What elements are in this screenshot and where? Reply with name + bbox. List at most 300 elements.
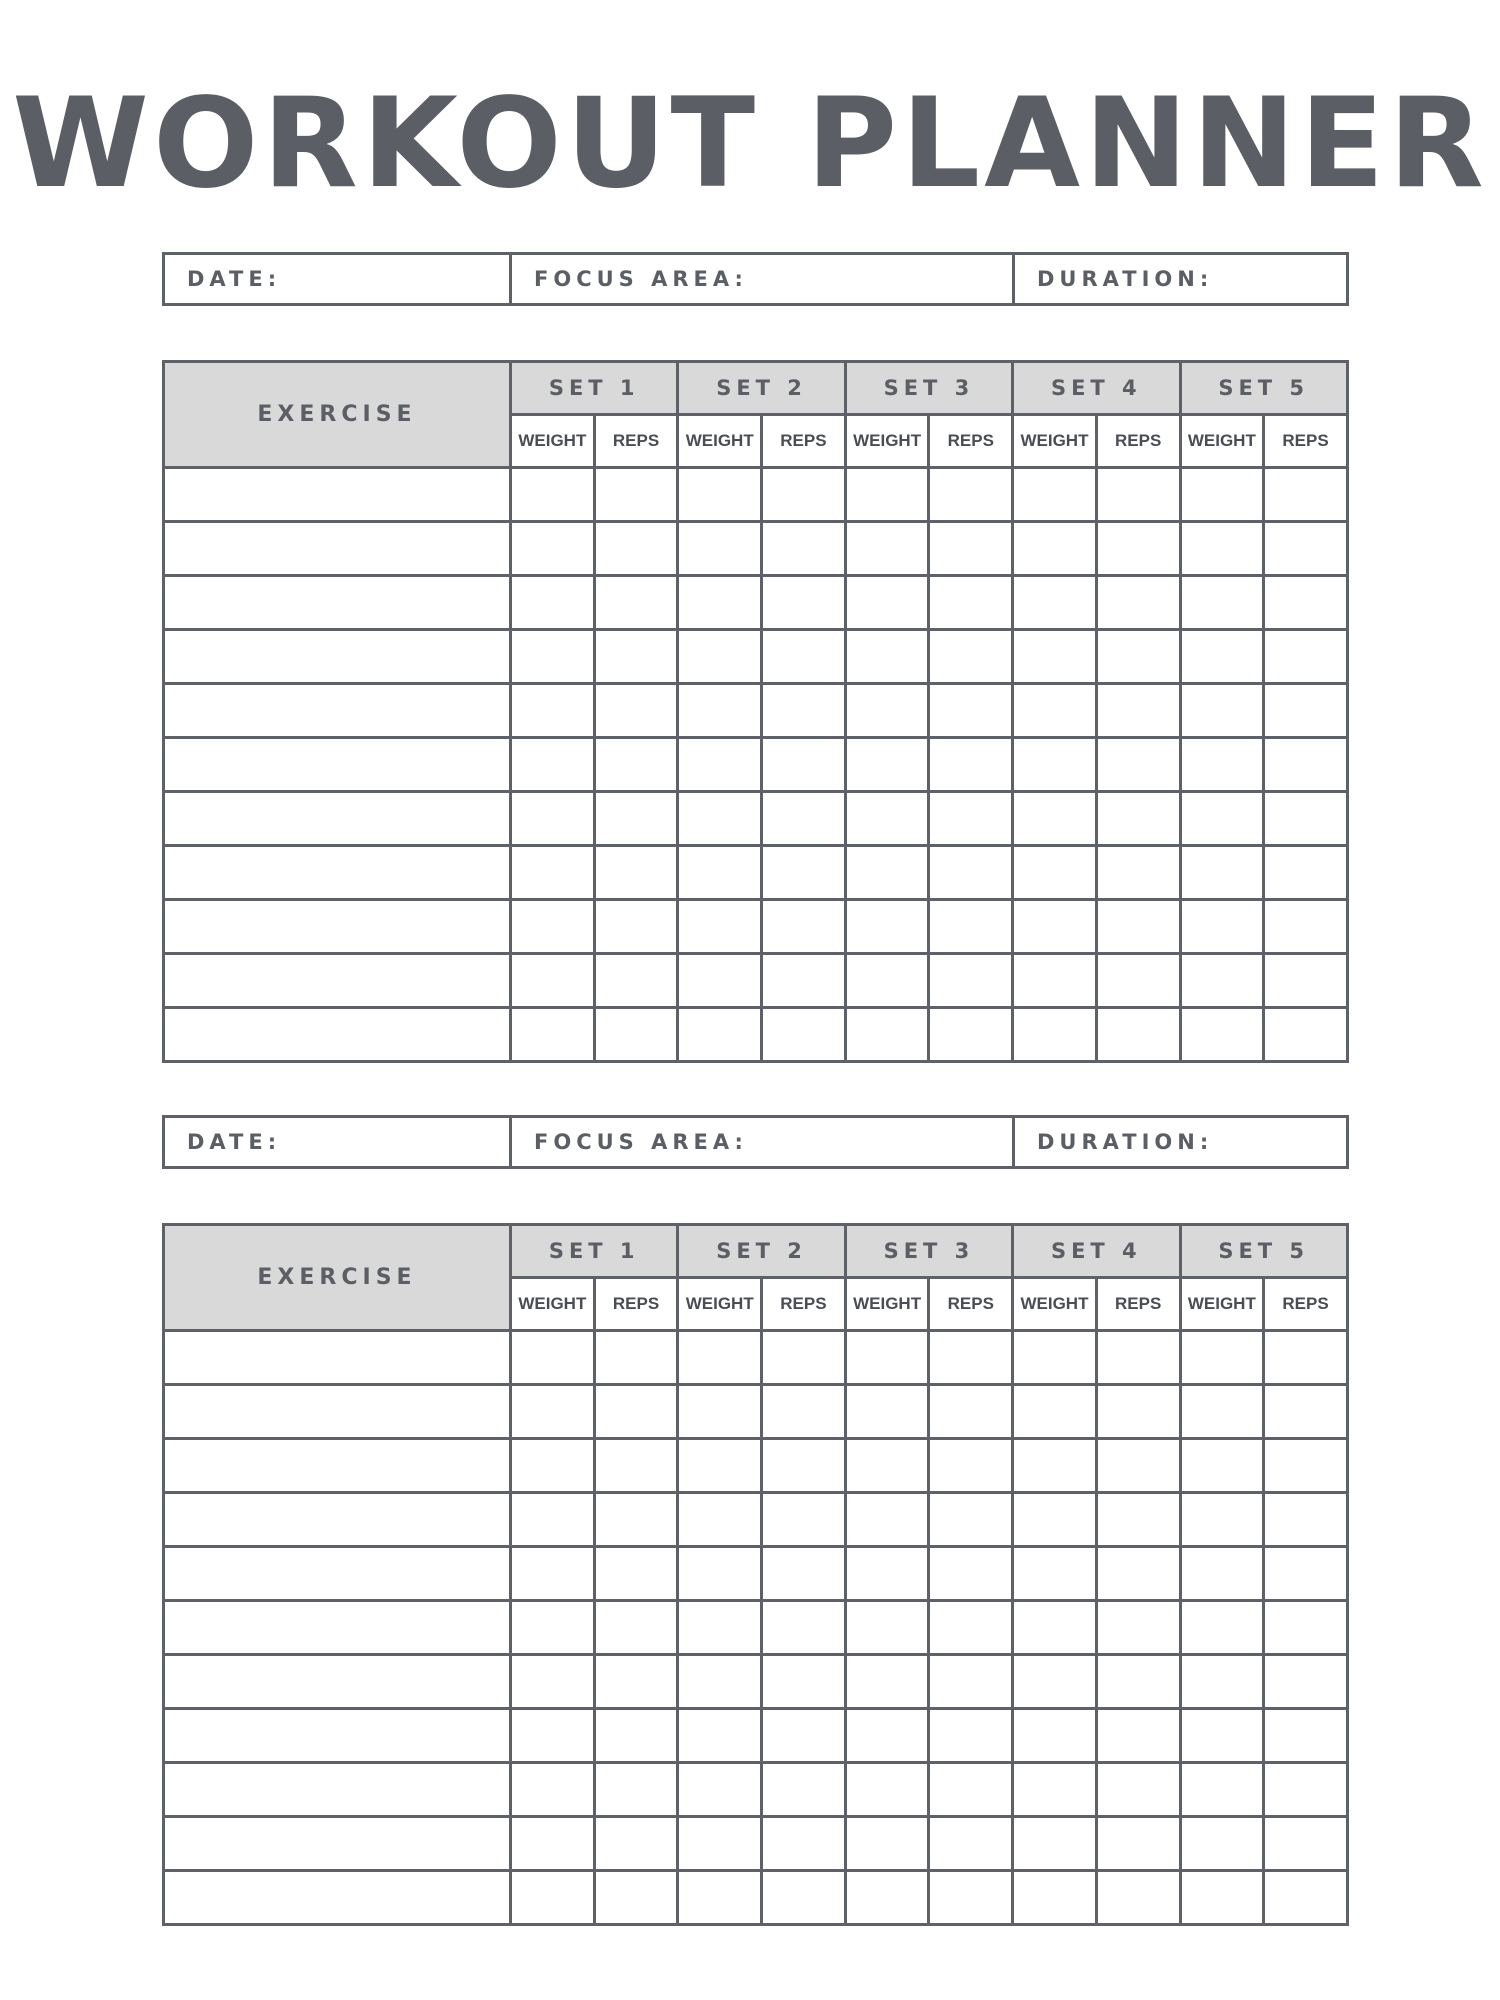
weight-cell[interactable] bbox=[1180, 792, 1264, 846]
weight-cell[interactable] bbox=[511, 1601, 595, 1655]
weight-cell[interactable] bbox=[1180, 738, 1264, 792]
weight-cell[interactable] bbox=[511, 1709, 595, 1763]
reps-cell[interactable] bbox=[929, 954, 1013, 1008]
reps-cell[interactable] bbox=[1096, 522, 1180, 576]
exercise-row bbox=[164, 1871, 1348, 1925]
weight-cell[interactable] bbox=[511, 1655, 595, 1709]
weight-cell[interactable] bbox=[1180, 1601, 1264, 1655]
exercise-row bbox=[164, 792, 1348, 846]
duration-label: DURATION: bbox=[1037, 1130, 1214, 1154]
weight-cell[interactable] bbox=[678, 1655, 762, 1709]
weight-cell[interactable] bbox=[1013, 468, 1097, 522]
set-header: SET 4 bbox=[1013, 1225, 1180, 1278]
reps-cell[interactable] bbox=[1264, 846, 1348, 900]
reps-cell[interactable] bbox=[1096, 1709, 1180, 1763]
weight-subheader: WEIGHT bbox=[1180, 1278, 1264, 1331]
weight-cell[interactable] bbox=[845, 684, 929, 738]
weight-cell[interactable] bbox=[678, 630, 762, 684]
reps-cell[interactable] bbox=[929, 1547, 1013, 1601]
reps-cell[interactable] bbox=[762, 1601, 846, 1655]
weight-cell[interactable] bbox=[1180, 1547, 1264, 1601]
reps-cell[interactable] bbox=[762, 1493, 846, 1547]
reps-cell[interactable] bbox=[1264, 792, 1348, 846]
exercise-row bbox=[164, 522, 1348, 576]
weight-cell[interactable] bbox=[1013, 1493, 1097, 1547]
reps-cell[interactable] bbox=[1096, 1008, 1180, 1062]
reps-cell[interactable] bbox=[594, 1493, 678, 1547]
reps-cell[interactable] bbox=[594, 1331, 678, 1385]
weight-cell[interactable] bbox=[1180, 1331, 1264, 1385]
exercise-name-cell[interactable] bbox=[164, 630, 511, 684]
weight-cell[interactable] bbox=[1180, 954, 1264, 1008]
reps-cell[interactable] bbox=[762, 954, 846, 1008]
reps-cell[interactable] bbox=[1096, 468, 1180, 522]
reps-cell[interactable] bbox=[1264, 1709, 1348, 1763]
exercise-row bbox=[164, 1008, 1348, 1062]
reps-cell[interactable] bbox=[1096, 684, 1180, 738]
weight-cell[interactable] bbox=[511, 792, 595, 846]
date-field[interactable] bbox=[164, 1117, 511, 1168]
weight-cell[interactable] bbox=[1180, 1008, 1264, 1062]
duration-field[interactable] bbox=[1014, 254, 1348, 305]
reps-cell[interactable] bbox=[1264, 954, 1348, 1008]
reps-cell[interactable] bbox=[594, 1763, 678, 1817]
weight-cell[interactable] bbox=[678, 1439, 762, 1493]
weight-cell[interactable] bbox=[845, 1763, 929, 1817]
focus-area-field[interactable] bbox=[511, 1117, 1014, 1168]
weight-cell[interactable] bbox=[511, 1817, 595, 1871]
reps-cell[interactable] bbox=[1264, 1871, 1348, 1925]
focus-area-label: FOCUS AREA: bbox=[534, 267, 748, 291]
duration-label: DURATION: bbox=[1037, 267, 1214, 291]
reps-subheader: REPS bbox=[929, 415, 1013, 468]
weight-cell[interactable] bbox=[511, 630, 595, 684]
reps-cell[interactable] bbox=[929, 1601, 1013, 1655]
exercise-name-cell[interactable] bbox=[164, 1385, 511, 1439]
reps-cell[interactable] bbox=[1264, 1331, 1348, 1385]
reps-subheader: REPS bbox=[762, 1278, 846, 1331]
reps-subheader: REPS bbox=[762, 415, 846, 468]
reps-cell[interactable] bbox=[594, 468, 678, 522]
weight-cell[interactable] bbox=[845, 1493, 929, 1547]
reps-cell[interactable] bbox=[1264, 1385, 1348, 1439]
weight-cell[interactable] bbox=[845, 900, 929, 954]
reps-cell[interactable] bbox=[1096, 954, 1180, 1008]
reps-cell[interactable] bbox=[594, 792, 678, 846]
weight-cell[interactable] bbox=[678, 738, 762, 792]
reps-cell[interactable] bbox=[1096, 1331, 1180, 1385]
weight-cell[interactable] bbox=[1013, 792, 1097, 846]
weight-cell[interactable] bbox=[1180, 1763, 1264, 1817]
weight-cell[interactable] bbox=[1013, 900, 1097, 954]
reps-cell[interactable] bbox=[594, 900, 678, 954]
exercise-name-cell[interactable] bbox=[164, 1331, 511, 1385]
weight-subheader: WEIGHT bbox=[678, 415, 762, 468]
weight-cell[interactable] bbox=[678, 1763, 762, 1817]
set-header: SET 3 bbox=[845, 362, 1012, 415]
exercise-name-cell[interactable] bbox=[164, 522, 511, 576]
weight-subheader: WEIGHT bbox=[678, 1278, 762, 1331]
weight-cell[interactable] bbox=[1180, 1385, 1264, 1439]
reps-cell[interactable] bbox=[762, 1871, 846, 1925]
reps-cell[interactable] bbox=[762, 1709, 846, 1763]
weight-cell[interactable] bbox=[678, 1008, 762, 1062]
exercise-name-cell[interactable] bbox=[164, 792, 511, 846]
reps-cell[interactable] bbox=[594, 684, 678, 738]
weight-cell[interactable] bbox=[678, 522, 762, 576]
weight-subheader: WEIGHT bbox=[1013, 1278, 1097, 1331]
weight-cell[interactable] bbox=[1013, 522, 1097, 576]
reps-cell[interactable] bbox=[594, 522, 678, 576]
reps-cell[interactable] bbox=[1264, 1008, 1348, 1062]
weight-subheader: WEIGHT bbox=[845, 1278, 929, 1331]
exercise-row bbox=[164, 1709, 1348, 1763]
reps-cell[interactable] bbox=[762, 900, 846, 954]
weight-cell[interactable] bbox=[678, 1385, 762, 1439]
reps-subheader: REPS bbox=[594, 1278, 678, 1331]
exercise-header: EXERCISE bbox=[164, 1225, 511, 1331]
reps-cell[interactable] bbox=[1264, 1655, 1348, 1709]
reps-cell[interactable] bbox=[929, 738, 1013, 792]
reps-cell[interactable] bbox=[594, 576, 678, 630]
reps-cell[interactable] bbox=[762, 1763, 846, 1817]
weight-cell[interactable] bbox=[511, 684, 595, 738]
date-label: DATE: bbox=[187, 1130, 282, 1154]
weight-cell[interactable] bbox=[511, 954, 595, 1008]
weight-cell[interactable] bbox=[1013, 738, 1097, 792]
reps-cell[interactable] bbox=[594, 630, 678, 684]
set-header: SET 2 bbox=[678, 1225, 845, 1278]
reps-cell[interactable] bbox=[762, 1655, 846, 1709]
reps-cell[interactable] bbox=[1264, 684, 1348, 738]
reps-cell[interactable] bbox=[1264, 468, 1348, 522]
focus-area-field[interactable] bbox=[511, 254, 1014, 305]
reps-cell[interactable] bbox=[1264, 738, 1348, 792]
weight-cell[interactable] bbox=[1013, 1547, 1097, 1601]
weight-cell[interactable] bbox=[1013, 1331, 1097, 1385]
weight-cell[interactable] bbox=[1013, 1655, 1097, 1709]
exercise-name-cell[interactable] bbox=[164, 576, 511, 630]
weight-cell[interactable] bbox=[511, 1871, 595, 1925]
reps-cell[interactable] bbox=[594, 1817, 678, 1871]
exercise-row bbox=[164, 1385, 1348, 1439]
weight-cell[interactable] bbox=[678, 846, 762, 900]
exercise-name-cell[interactable] bbox=[164, 954, 511, 1008]
reps-cell[interactable] bbox=[762, 1439, 846, 1493]
exercise-row bbox=[164, 1601, 1348, 1655]
weight-cell[interactable] bbox=[845, 468, 929, 522]
weight-cell[interactable] bbox=[1180, 630, 1264, 684]
reps-cell[interactable] bbox=[1096, 1385, 1180, 1439]
weight-cell[interactable] bbox=[1180, 522, 1264, 576]
reps-cell[interactable] bbox=[929, 1331, 1013, 1385]
date-label: DATE: bbox=[187, 267, 282, 291]
reps-cell[interactable] bbox=[762, 738, 846, 792]
reps-subheader: REPS bbox=[594, 415, 678, 468]
reps-cell[interactable] bbox=[929, 630, 1013, 684]
reps-cell[interactable] bbox=[762, 1008, 846, 1062]
reps-cell[interactable] bbox=[929, 1871, 1013, 1925]
reps-cell[interactable] bbox=[594, 954, 678, 1008]
weight-cell[interactable] bbox=[678, 684, 762, 738]
reps-cell[interactable] bbox=[594, 1547, 678, 1601]
reps-cell[interactable] bbox=[929, 1008, 1013, 1062]
reps-subheader: REPS bbox=[1096, 415, 1180, 468]
weight-cell[interactable] bbox=[511, 1763, 595, 1817]
exercise-name-cell[interactable] bbox=[164, 738, 511, 792]
weight-cell[interactable] bbox=[678, 468, 762, 522]
weight-cell[interactable] bbox=[845, 1601, 929, 1655]
weight-cell[interactable] bbox=[678, 1871, 762, 1925]
weight-cell[interactable] bbox=[511, 1439, 595, 1493]
weight-cell[interactable] bbox=[1180, 1493, 1264, 1547]
weight-cell[interactable] bbox=[845, 1008, 929, 1062]
reps-cell[interactable] bbox=[762, 792, 846, 846]
weight-cell[interactable] bbox=[511, 1331, 595, 1385]
reps-cell[interactable] bbox=[762, 1547, 846, 1601]
exercise-row bbox=[164, 1655, 1348, 1709]
weight-cell[interactable] bbox=[1013, 846, 1097, 900]
exercise-row bbox=[164, 684, 1348, 738]
exercise-name-cell[interactable] bbox=[164, 684, 511, 738]
reps-cell[interactable] bbox=[929, 522, 1013, 576]
set-header: SET 5 bbox=[1180, 362, 1347, 415]
reps-cell[interactable] bbox=[594, 1709, 678, 1763]
exercise-rows bbox=[164, 468, 1348, 1062]
reps-cell[interactable] bbox=[762, 576, 846, 630]
reps-cell[interactable] bbox=[762, 1331, 846, 1385]
reps-cell[interactable] bbox=[594, 1655, 678, 1709]
weight-cell[interactable] bbox=[1013, 1439, 1097, 1493]
weight-cell[interactable] bbox=[511, 1008, 595, 1062]
reps-cell[interactable] bbox=[1264, 1601, 1348, 1655]
reps-cell[interactable] bbox=[594, 1871, 678, 1925]
weight-cell[interactable] bbox=[1180, 576, 1264, 630]
weight-cell[interactable] bbox=[511, 1547, 595, 1601]
weight-cell[interactable] bbox=[678, 954, 762, 1008]
exercise-name-cell[interactable] bbox=[164, 1547, 511, 1601]
exercise-name-cell[interactable] bbox=[164, 468, 511, 522]
set-header: SET 4 bbox=[1013, 362, 1180, 415]
weight-cell[interactable] bbox=[845, 792, 929, 846]
weight-cell[interactable] bbox=[1013, 954, 1097, 1008]
weight-cell[interactable] bbox=[511, 1385, 595, 1439]
exercise-name-cell[interactable] bbox=[164, 1008, 511, 1062]
reps-cell[interactable] bbox=[929, 684, 1013, 738]
weight-cell[interactable] bbox=[1013, 1601, 1097, 1655]
reps-cell[interactable] bbox=[929, 576, 1013, 630]
weight-cell[interactable] bbox=[845, 738, 929, 792]
weight-cell[interactable] bbox=[678, 576, 762, 630]
weight-cell[interactable] bbox=[511, 576, 595, 630]
weight-cell[interactable] bbox=[1013, 576, 1097, 630]
weight-cell[interactable] bbox=[845, 576, 929, 630]
weight-cell[interactable] bbox=[845, 1331, 929, 1385]
reps-cell[interactable] bbox=[594, 738, 678, 792]
reps-cell[interactable] bbox=[1264, 1817, 1348, 1871]
weight-cell[interactable] bbox=[1180, 900, 1264, 954]
weight-subheader: WEIGHT bbox=[1180, 415, 1264, 468]
exercise-name-cell[interactable] bbox=[164, 1871, 511, 1925]
reps-cell[interactable] bbox=[1096, 630, 1180, 684]
weight-cell[interactable] bbox=[1180, 1709, 1264, 1763]
weight-cell[interactable] bbox=[1180, 1439, 1264, 1493]
focus-area-label: FOCUS AREA: bbox=[534, 1130, 748, 1154]
weight-cell[interactable] bbox=[1013, 1871, 1097, 1925]
reps-cell[interactable] bbox=[1264, 1547, 1348, 1601]
exercise-row bbox=[164, 1763, 1348, 1817]
session-info-bar bbox=[162, 252, 1349, 306]
set-header: SET 3 bbox=[845, 1225, 1012, 1278]
weight-cell[interactable] bbox=[845, 1385, 929, 1439]
reps-cell[interactable] bbox=[1096, 1763, 1180, 1817]
reps-cell[interactable] bbox=[1096, 1493, 1180, 1547]
weight-cell[interactable] bbox=[678, 1709, 762, 1763]
exercise-name-cell[interactable] bbox=[164, 846, 511, 900]
weight-cell[interactable] bbox=[678, 900, 762, 954]
reps-cell[interactable] bbox=[1264, 1493, 1348, 1547]
reps-cell[interactable] bbox=[1096, 1547, 1180, 1601]
exercise-row bbox=[164, 900, 1348, 954]
reps-cell[interactable] bbox=[762, 468, 846, 522]
exercise-name-cell[interactable] bbox=[164, 1655, 511, 1709]
weight-cell[interactable] bbox=[845, 1817, 929, 1871]
weight-subheader: WEIGHT bbox=[511, 1278, 595, 1331]
weight-cell[interactable] bbox=[845, 1655, 929, 1709]
reps-cell[interactable] bbox=[929, 900, 1013, 954]
weight-cell[interactable] bbox=[511, 522, 595, 576]
weight-cell[interactable] bbox=[1013, 1709, 1097, 1763]
weight-cell[interactable] bbox=[845, 522, 929, 576]
weight-cell[interactable] bbox=[1013, 1763, 1097, 1817]
weight-cell[interactable] bbox=[678, 1493, 762, 1547]
reps-cell[interactable] bbox=[929, 1439, 1013, 1493]
reps-cell[interactable] bbox=[929, 1817, 1013, 1871]
reps-cell[interactable] bbox=[929, 1709, 1013, 1763]
exercise-row bbox=[164, 1817, 1348, 1871]
weight-cell[interactable] bbox=[678, 1547, 762, 1601]
reps-cell[interactable] bbox=[1096, 1655, 1180, 1709]
reps-cell[interactable] bbox=[1096, 738, 1180, 792]
reps-cell[interactable] bbox=[929, 1763, 1013, 1817]
page-title: WORKOUT PLANNER bbox=[12, 72, 1488, 216]
reps-cell[interactable] bbox=[1264, 1439, 1348, 1493]
reps-cell[interactable] bbox=[1096, 1817, 1180, 1871]
set-header: SET 5 bbox=[1180, 1225, 1347, 1278]
set-header: SET 1 bbox=[511, 1225, 678, 1278]
reps-cell[interactable] bbox=[929, 846, 1013, 900]
exercise-header: EXERCISE bbox=[164, 362, 511, 468]
weight-subheader: WEIGHT bbox=[845, 415, 929, 468]
reps-cell[interactable] bbox=[1264, 1763, 1348, 1817]
reps-cell[interactable] bbox=[594, 846, 678, 900]
weight-cell[interactable] bbox=[511, 900, 595, 954]
reps-cell[interactable] bbox=[594, 1008, 678, 1062]
weight-cell[interactable] bbox=[678, 1331, 762, 1385]
weight-cell[interactable] bbox=[1013, 1008, 1097, 1062]
weight-cell[interactable] bbox=[845, 954, 929, 1008]
reps-cell[interactable] bbox=[762, 522, 846, 576]
reps-cell[interactable] bbox=[929, 1385, 1013, 1439]
weight-cell[interactable] bbox=[678, 792, 762, 846]
exercise-name-cell[interactable] bbox=[164, 900, 511, 954]
reps-cell[interactable] bbox=[1096, 846, 1180, 900]
reps-cell[interactable] bbox=[1096, 576, 1180, 630]
reps-cell[interactable] bbox=[762, 684, 846, 738]
reps-cell[interactable] bbox=[762, 630, 846, 684]
weight-cell[interactable] bbox=[1180, 846, 1264, 900]
date-field[interactable] bbox=[164, 254, 511, 305]
weight-cell[interactable] bbox=[1180, 684, 1264, 738]
weight-cell[interactable] bbox=[511, 846, 595, 900]
weight-cell[interactable] bbox=[678, 1601, 762, 1655]
weight-cell[interactable] bbox=[511, 468, 595, 522]
weight-cell[interactable] bbox=[845, 1871, 929, 1925]
reps-cell[interactable] bbox=[1096, 1439, 1180, 1493]
reps-cell[interactable] bbox=[1096, 900, 1180, 954]
exercise-row bbox=[164, 954, 1348, 1008]
weight-cell[interactable] bbox=[845, 1709, 929, 1763]
reps-cell[interactable] bbox=[762, 1385, 846, 1439]
reps-cell[interactable] bbox=[1096, 792, 1180, 846]
reps-cell[interactable] bbox=[1264, 522, 1348, 576]
weight-cell[interactable] bbox=[1180, 1871, 1264, 1925]
exercise-row bbox=[164, 1493, 1348, 1547]
weight-cell[interactable] bbox=[678, 1817, 762, 1871]
weight-cell[interactable] bbox=[845, 1439, 929, 1493]
weight-cell[interactable] bbox=[511, 738, 595, 792]
weight-cell[interactable] bbox=[845, 846, 929, 900]
reps-cell[interactable] bbox=[594, 1385, 678, 1439]
weight-cell[interactable] bbox=[1180, 1655, 1264, 1709]
reps-cell[interactable] bbox=[929, 792, 1013, 846]
reps-cell[interactable] bbox=[594, 1601, 678, 1655]
exercise-name-cell[interactable] bbox=[164, 1709, 511, 1763]
weight-cell[interactable] bbox=[511, 1493, 595, 1547]
reps-subheader: REPS bbox=[1264, 415, 1348, 468]
reps-cell[interactable] bbox=[762, 846, 846, 900]
weight-cell[interactable] bbox=[1013, 1817, 1097, 1871]
weight-cell[interactable] bbox=[1013, 684, 1097, 738]
reps-cell[interactable] bbox=[1264, 900, 1348, 954]
reps-cell[interactable] bbox=[594, 1439, 678, 1493]
exercise-row bbox=[164, 846, 1348, 900]
weight-cell[interactable] bbox=[1180, 1817, 1264, 1871]
exercise-name-cell[interactable] bbox=[164, 1601, 511, 1655]
exercise-name-cell[interactable] bbox=[164, 1817, 511, 1871]
reps-cell[interactable] bbox=[1096, 1601, 1180, 1655]
exercise-name-cell[interactable] bbox=[164, 1763, 511, 1817]
set-header: SET 2 bbox=[678, 362, 845, 415]
reps-cell[interactable] bbox=[1264, 630, 1348, 684]
weight-cell[interactable] bbox=[1013, 630, 1097, 684]
reps-cell[interactable] bbox=[929, 1655, 1013, 1709]
weight-cell[interactable] bbox=[845, 1547, 929, 1601]
weight-cell[interactable] bbox=[845, 630, 929, 684]
exercise-name-cell[interactable] bbox=[164, 1493, 511, 1547]
reps-cell[interactable] bbox=[1264, 576, 1348, 630]
exercise-row bbox=[164, 1547, 1348, 1601]
duration-field[interactable] bbox=[1014, 1117, 1348, 1168]
reps-cell[interactable] bbox=[1096, 1871, 1180, 1925]
weight-cell[interactable] bbox=[1013, 1385, 1097, 1439]
weight-cell[interactable] bbox=[1180, 468, 1264, 522]
reps-cell[interactable] bbox=[929, 1493, 1013, 1547]
weight-subheader: WEIGHT bbox=[1013, 415, 1097, 468]
reps-cell[interactable] bbox=[762, 1817, 846, 1871]
reps-cell[interactable] bbox=[929, 468, 1013, 522]
exercise-name-cell[interactable] bbox=[164, 1439, 511, 1493]
